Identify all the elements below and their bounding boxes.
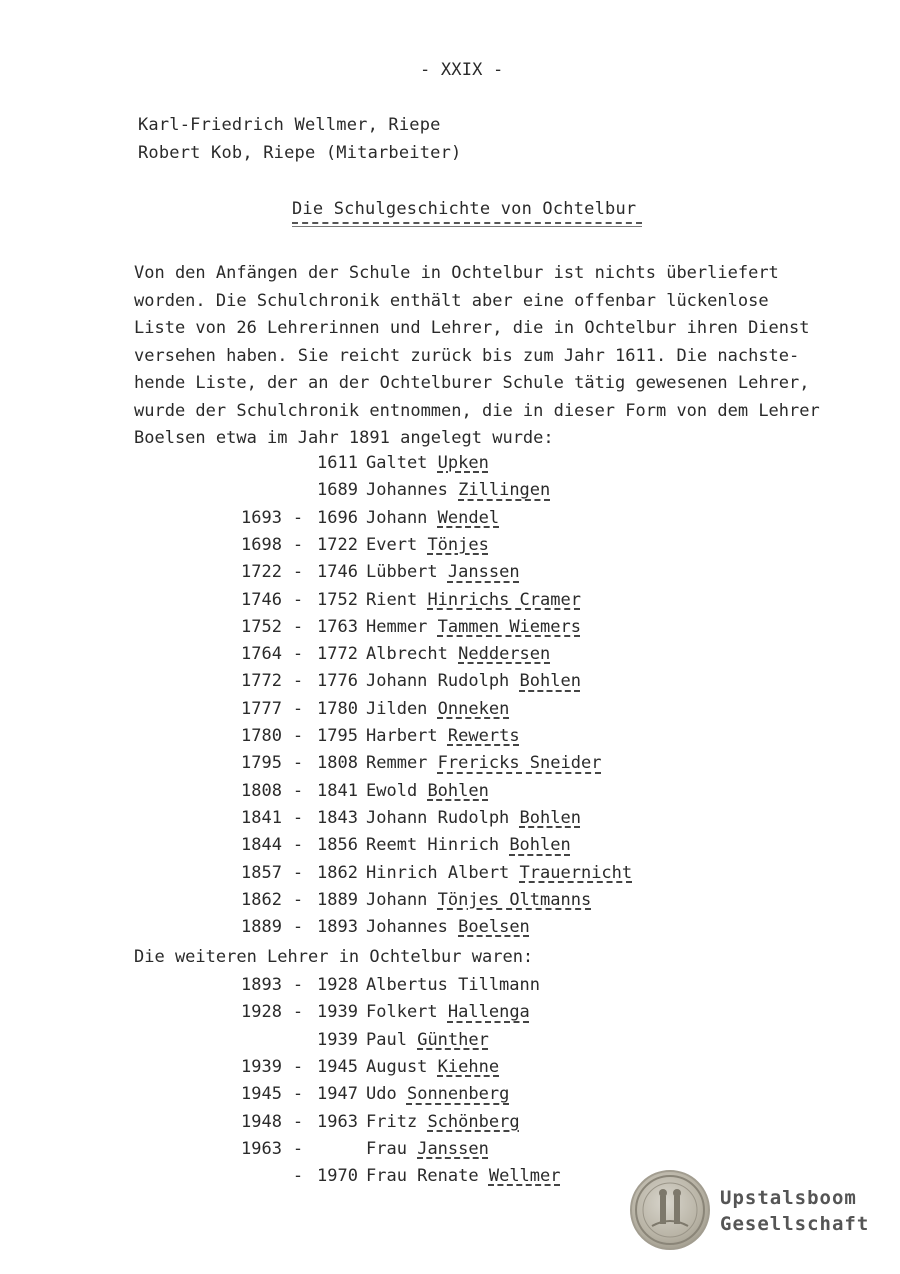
year-end: 1808 <box>317 753 358 774</box>
year-start: 1862 <box>241 889 282 910</box>
teacher-first-name: Ewold <box>366 780 418 801</box>
intro-paragraph <box>134 260 854 453</box>
year-dash: - <box>292 807 304 828</box>
teacher-name <box>366 480 550 500</box>
year-dash: - <box>292 835 304 856</box>
year-start: 1844 <box>241 835 282 856</box>
teacher-name <box>366 535 489 555</box>
year-end: 1963 <box>317 1111 358 1132</box>
teacher-name <box>366 1002 530 1022</box>
teacher-last-name: Bohlen <box>519 807 581 828</box>
title-underline <box>292 222 642 224</box>
year-end: 1722 <box>317 534 358 555</box>
teacher-last-name: Tammen Wiemers <box>437 616 581 637</box>
page-number: - XXIX - <box>420 60 504 80</box>
year-start: 1841 <box>241 807 282 828</box>
year-end: 1772 <box>317 644 358 665</box>
year-end: 1611 <box>317 453 358 473</box>
year-dash: - <box>292 1138 304 1159</box>
year-end: 1780 <box>317 698 358 719</box>
year-start: 1945 <box>241 1084 282 1105</box>
teacher-last-name: Bohlen <box>519 671 581 692</box>
author-line-2: Robert Kob, Riepe (Mitarbeiter) <box>138 143 462 163</box>
year-dash: - <box>292 562 304 583</box>
year-end: 1795 <box>317 726 358 746</box>
year-dash: - <box>292 975 304 995</box>
year-start: 1764 <box>241 644 282 665</box>
teacher-name <box>366 1030 489 1050</box>
year-end: 1746 <box>317 562 358 583</box>
brand-name-line-2: Gesellschaft <box>720 1213 870 1235</box>
year-dash: - <box>292 1166 304 1187</box>
teacher-first-name: Rient <box>366 589 418 610</box>
year-start: 1777 <box>241 698 282 719</box>
year-end: 1841 <box>317 780 358 801</box>
year-dash: - <box>292 780 304 801</box>
teacher-last-name: Kiehne <box>437 1056 500 1077</box>
year-end: 1843 <box>317 807 358 828</box>
year-start: 1795 <box>241 753 282 774</box>
teacher-first-name: Folkert <box>366 1002 438 1023</box>
seal-logo-icon <box>630 1170 710 1250</box>
year-start: 1698 <box>241 534 282 555</box>
teacher-name <box>366 781 489 801</box>
year-end: 1763 <box>317 616 358 637</box>
year-end: 1776 <box>317 671 358 692</box>
teacher-first-name: Johann Rudolph <box>366 807 510 828</box>
teacher-name <box>366 835 571 855</box>
teacher-last-name: Bohlen <box>427 780 489 801</box>
year-dash: - <box>292 1111 304 1132</box>
year-end: 1939 <box>317 1002 358 1023</box>
year-end: 1928 <box>317 975 358 995</box>
year-start: 1857 <box>241 862 282 883</box>
intro-line: Von den Anfängen der Schule in Ochtelbur ist nichts überliefert <box>134 263 779 283</box>
teacher-first-name: Reemt Hinrich <box>366 835 500 856</box>
intro-line: wurde der Schulchronik entnommen, die in dieser Form von dem Lehrer <box>134 400 820 421</box>
year-dash: - <box>292 1056 304 1077</box>
teacher-name <box>366 1084 509 1104</box>
teacher-first-name: Johann <box>366 507 428 528</box>
teacher-name <box>366 890 591 910</box>
year-end: 1893 <box>317 917 358 938</box>
teacher-last-name: Neddersen <box>458 644 551 665</box>
teacher-name <box>366 726 520 746</box>
year-start: 1948 <box>241 1111 282 1132</box>
year-start: 1889 <box>241 917 282 938</box>
year-start: 1752 <box>241 616 282 637</box>
year-start: 1772 <box>241 671 282 692</box>
teacher-last-name: Tönjes <box>427 534 489 555</box>
teacher-first-name: Paul <box>366 1029 407 1050</box>
teacher-name <box>366 753 601 773</box>
teacher-name <box>366 1112 520 1132</box>
teacher-last-name: Hinrichs Cramer <box>427 589 581 610</box>
year-end: 1889 <box>317 889 358 910</box>
teacher-name <box>366 917 530 937</box>
intro-line: versehen haben. Sie reicht zurück bis zum Jahr 1611. Die nachste- <box>134 345 800 366</box>
year-start: 1963 <box>241 1138 282 1159</box>
teacher-first-name: Udo <box>366 1084 397 1105</box>
teacher-first-name: Johannes <box>366 917 448 938</box>
year-dash: - <box>292 534 304 555</box>
year-dash: - <box>292 698 304 719</box>
teacher-name <box>366 808 581 828</box>
teacher-first-name: Albrecht <box>366 644 448 665</box>
author-line-1: Karl-Friedrich Wellmer, Riepe <box>138 115 441 135</box>
year-dash: - <box>292 1002 304 1023</box>
teacher-first-name: Lübbert <box>366 562 438 583</box>
year-end: 1856 <box>317 835 358 856</box>
teacher-first-name: Evert <box>366 534 418 555</box>
teacher-last-name: Hallenga <box>447 1002 530 1023</box>
teacher-last-name: Schönberg <box>427 1111 520 1132</box>
teacher-name <box>366 617 581 637</box>
teacher-first-name: Jilden <box>366 698 428 719</box>
year-dash: - <box>292 616 304 637</box>
teacher-first-name: Hemmer <box>366 616 428 637</box>
teacher-first-name: Frau <box>366 1138 407 1159</box>
teacher-name <box>366 699 509 719</box>
teacher-last-name: Tönjes Oltmanns <box>437 889 592 910</box>
year-dash: - <box>292 644 304 665</box>
teacher-first-name: Johann Rudolph <box>366 671 510 692</box>
teacher-first-name: Remmer <box>366 753 428 774</box>
teacher-last-name: Sonnenberg <box>406 1084 510 1105</box>
year-end: 1939 <box>317 1029 358 1050</box>
intro-line: Liste von 26 Lehrerinnen und Lehrer, die in Ochtelbur ihren Dienst <box>134 318 810 338</box>
teacher-name <box>366 562 520 582</box>
teacher-first-name: August <box>366 1056 428 1077</box>
brand-name-line-1: Upstalsboom <box>720 1187 857 1209</box>
year-start: 1693 <box>241 507 282 528</box>
teacher-name <box>366 1166 561 1186</box>
year-start: 1780 <box>241 726 282 746</box>
teacher-last-name: Janssen <box>447 562 520 583</box>
year-start: 1939 <box>241 1056 282 1077</box>
year-end: 1945 <box>317 1056 358 1077</box>
teacher-name <box>366 1057 499 1077</box>
year-dash: - <box>292 862 304 883</box>
teacher-first-name: Johannes <box>366 480 448 501</box>
title-underline-2 <box>292 226 642 227</box>
teacher-last-name: Wendel <box>437 507 500 528</box>
teacher-first-name: Frau Renate <box>366 1166 479 1187</box>
year-end: 1947 <box>317 1084 358 1105</box>
year-dash: - <box>292 917 304 938</box>
year-end: 1862 <box>317 862 358 883</box>
teacher-name <box>366 453 489 473</box>
teacher-first-name: Johann <box>366 889 428 910</box>
year-start: 1722 <box>241 562 282 583</box>
year-dash: - <box>292 753 304 774</box>
teacher-first-name: Harbert <box>366 726 438 746</box>
teacher-name <box>366 671 581 691</box>
year-start: 1808 <box>241 780 282 801</box>
teacher-last-name: Zillingen <box>458 480 551 501</box>
teacher-first-name: Albertus Tillmann <box>366 975 540 995</box>
year-end: 1970 <box>317 1166 358 1187</box>
year-dash: - <box>292 889 304 910</box>
continuation-text: Die weiteren Lehrer in Ochtelbur waren: <box>134 947 534 967</box>
year-end: 1752 <box>317 589 358 610</box>
teacher-last-name: Wellmer <box>488 1166 561 1187</box>
teacher-name <box>366 590 581 610</box>
intro-line: Boelsen etwa im Jahr 1891 angelegt wurde: <box>134 428 554 448</box>
teacher-name <box>366 508 499 528</box>
teacher-last-name: Bohlen <box>509 835 571 856</box>
year-end: 1689 <box>317 480 358 501</box>
teacher-last-name: Günther <box>417 1029 489 1050</box>
year-end: 1696 <box>317 507 358 528</box>
teacher-last-name: Upken <box>437 453 489 473</box>
year-dash: - <box>292 726 304 746</box>
year-dash: - <box>292 589 304 610</box>
document-title: Die Schulgeschichte von Ochtelbur <box>292 199 637 219</box>
teacher-name <box>366 1139 489 1159</box>
year-start: 1893 <box>241 975 282 995</box>
intro-line: hende Liste, der an der Ochtelburer Schule tätig gewesenen Lehrer, <box>134 373 810 393</box>
teacher-last-name: Trauernicht <box>519 862 633 883</box>
intro-line: worden. Die Schulchronik enthält aber eine offenbar lückenlose <box>134 290 769 311</box>
teacher-last-name: Frericks Sneider <box>437 753 602 774</box>
teacher-first-name: Galtet <box>366 453 428 473</box>
teacher-first-name: Hinrich Albert <box>366 862 510 883</box>
year-dash: - <box>292 1084 304 1105</box>
year-start: 1928 <box>241 1002 282 1023</box>
year-start: 1746 <box>241 589 282 610</box>
teacher-name <box>366 863 632 883</box>
teacher-last-name: Onneken <box>437 698 510 719</box>
teacher-last-name: Boelsen <box>458 917 530 938</box>
teacher-name <box>366 975 540 995</box>
year-dash: - <box>292 671 304 692</box>
teacher-last-name: Janssen <box>417 1138 489 1159</box>
teacher-last-name: Rewerts <box>447 726 520 746</box>
teacher-name <box>366 644 550 664</box>
year-dash: - <box>292 507 304 528</box>
teacher-first-name: Fritz <box>366 1111 418 1132</box>
